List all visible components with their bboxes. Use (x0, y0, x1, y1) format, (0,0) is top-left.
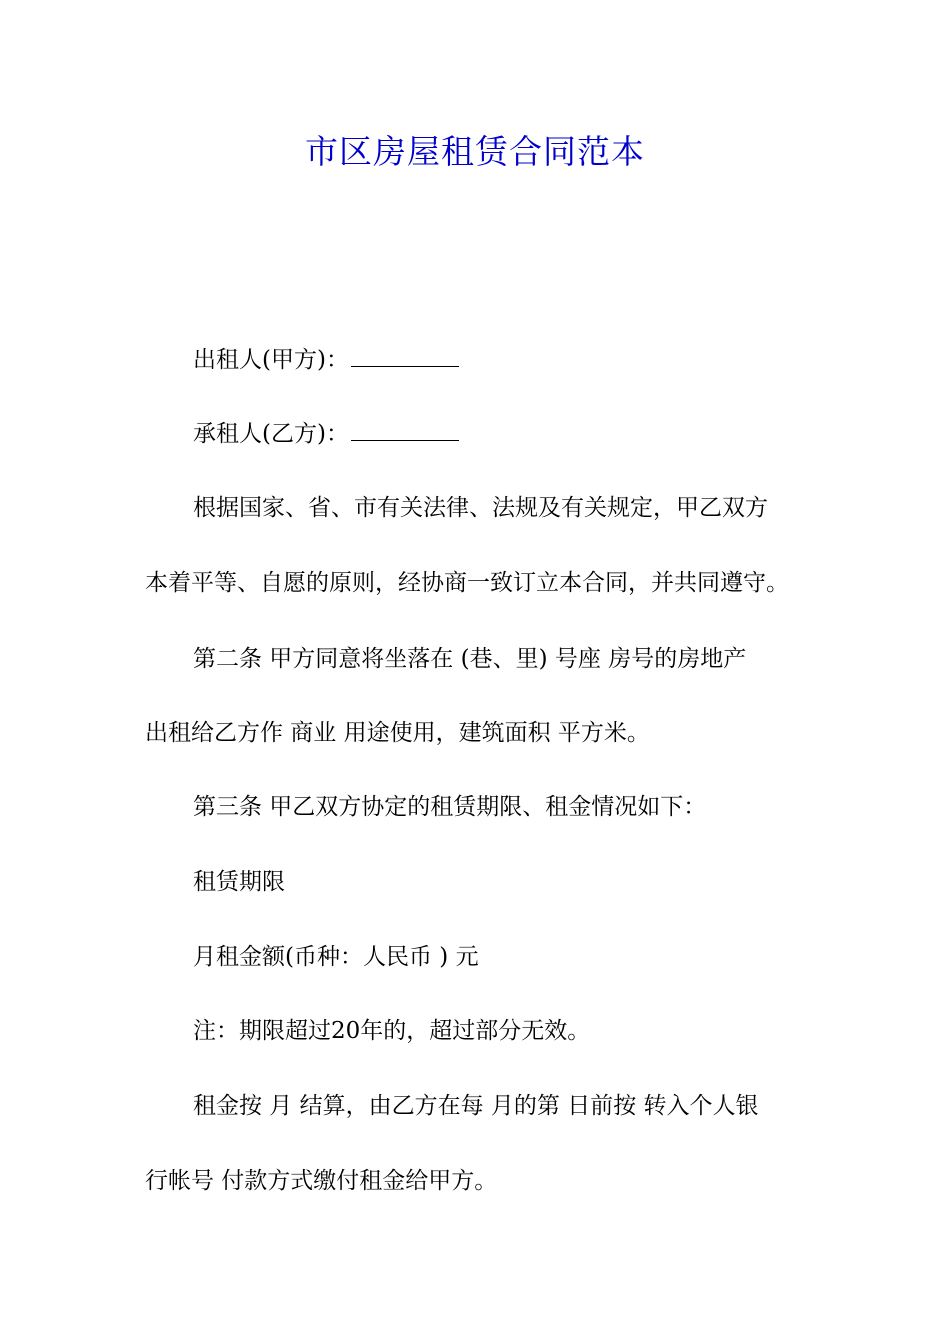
article-2-line-1: 第二条 甲方同意将坐落在 (巷、里) 号座 房号的房地产 (193, 646, 747, 672)
lease-term-line: 租赁期限 (193, 869, 285, 895)
lessor-label: 出租人(甲方)： (193, 347, 349, 373)
lessee-line (193, 416, 459, 452)
payment-line-1: 租金按 月 结算，由乙方在每 月的第 日前按 转入个人银 (193, 1093, 759, 1119)
article-3-line: 第三条 甲乙双方协定的租赁期限、租金情况如下： (193, 794, 707, 820)
article-2-line-2: 出租给乙方作 商业 用途使用，建筑面积 平方米。 (145, 720, 650, 746)
lessor-blank (351, 348, 459, 367)
preamble-line-2: 本着平等、自愿的原则，经协商一致订立本合同，并共同遵守。 (145, 570, 789, 596)
document-title: 市区房屋租赁合同范本 (305, 132, 645, 171)
payment-line-2: 行帐号 付款方式缴付租金给甲方。 (145, 1168, 498, 1194)
monthly-rent-line: 月租金额(币种：人民币 ) 元 (193, 944, 479, 970)
preamble-line-1: 根据国家、省、市有关法律、法规及有关规定，甲乙双方 (193, 495, 768, 521)
lessee-blank (351, 422, 459, 441)
note-line: 注：期限超过20年的，超过部分无效。 (193, 1018, 591, 1044)
lessor-line (193, 342, 459, 378)
lessee-label: 承租人(乙方)： (193, 421, 349, 447)
